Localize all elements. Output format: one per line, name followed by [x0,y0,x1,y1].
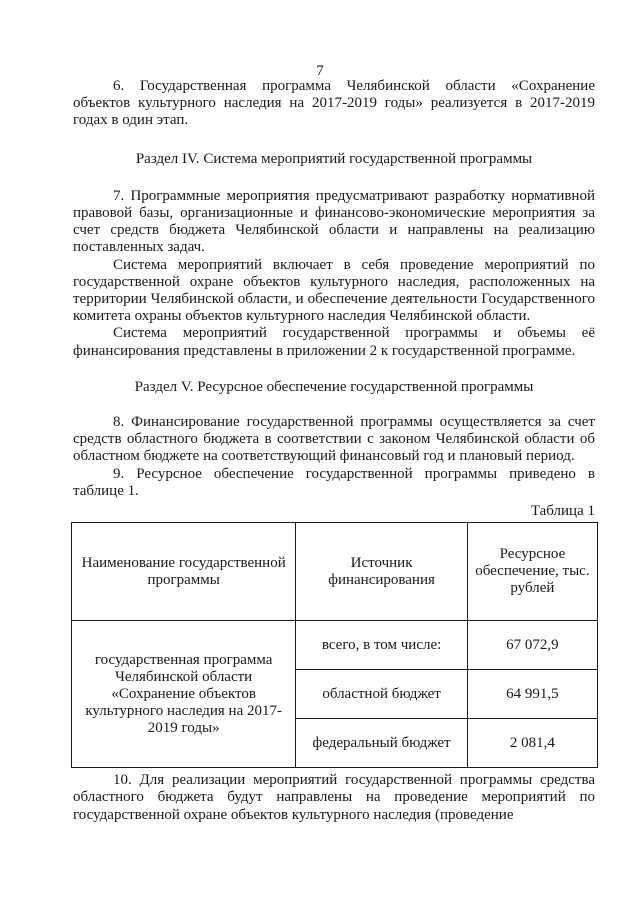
program-name-cell: государственная программа Челябинской области «Сохранение объектов культурного наследия на 2017-2019 годы» [72,621,296,768]
paragraph-7: 7. Программные мероприятия предусматривают разработку нормативной правовой базы, организационные и финансово-экономические мероприятия за счет средств бюджета Челябинской области и направлены на реализацию поставленных задач. [73,187,595,256]
table-header-row [72,523,598,621]
paragraph-9: 9. Ресурсное обеспечение государственной программы приведено в таблице 1. [73,465,595,499]
source-cell: областной бюджет [296,670,467,719]
paragraph-6: 6. Государственная программа Челябинской области «Сохранение объектов культурного наследия на 2017-2019 годы» реализуется в 2017-2019 годах в один этап. [73,78,595,129]
paragraph-8: 8. Финансирование государственной программы осуществляется за счет средств областного бюджета в соответствии с законом Челябинской области об областном бюджете на соответствующий финансовый год и плановый период. [73,414,595,465]
document-body [73,78,595,824]
section-5-heading: Раздел V. Ресурсное обеспечение государственной программы [134,378,534,395]
header-program-name: Наименование государственной программы [72,523,296,621]
table-caption: Таблица 1 [530,503,595,520]
amount-cell: 67 072,9 [467,621,597,670]
paragraph-7-system: Система мероприятий включает в себя проведение мероприятий по государственной охране объектов культурного наследия, расположенных на территории Челябинской области, и обеспечение деятельности Государственного комитета охраны объектов культурного наследия Челябинской области. [73,256,595,325]
header-funding-source: Источник финансирования [296,523,467,621]
table-row [72,621,598,670]
header-resource-amount: Ресурсное обеспечение, тыс. рублей [467,523,597,621]
page-number: 7 [316,63,324,79]
source-cell: федеральный бюджет [296,719,467,768]
section-4-heading: Раздел IV. Система мероприятий государственной программы [135,150,533,167]
paragraph-7-financing: Система мероприятий государственной программы и объемы её финансирования представлены в приложении 2 к государственной программе. [73,325,595,359]
amount-cell: 64 991,5 [467,670,597,719]
amount-cell: 2 081,4 [467,719,597,768]
source-cell: всего, в том числе: [296,621,467,670]
paragraph-10: 10. Для реализации мероприятий государственной программы средства областного бюджета будут направлены на проведение мероприятий по государственной охране объектов культурного наследия (проведение [73,772,595,823]
resource-table [71,522,598,768]
